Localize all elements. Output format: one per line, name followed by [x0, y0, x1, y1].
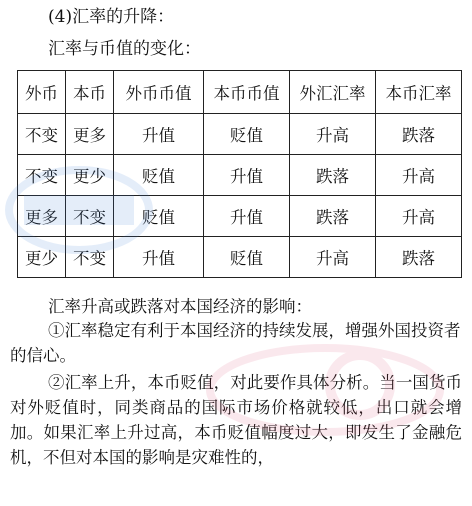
header-cell: 外币币值	[114, 71, 204, 114]
table-row	[18, 237, 462, 278]
table-cell: 贬值	[114, 196, 204, 237]
subsection-heading: 汇率与币值的变化：	[48, 39, 201, 59]
table-cell: 升高	[376, 196, 462, 237]
header-cell: 本币	[66, 71, 114, 114]
table-cell: 贬值	[114, 155, 204, 196]
table-cell: 跌落	[290, 196, 376, 237]
header-cell: 本币汇率	[376, 71, 462, 114]
table-cell: 升值	[114, 237, 204, 278]
table-header-row	[18, 71, 462, 114]
table-cell: 跌落	[376, 237, 462, 278]
table-cell: 更多	[66, 114, 114, 155]
table-cell: 不变	[18, 114, 66, 155]
table-cell: 不变	[66, 196, 114, 237]
table-row	[18, 155, 462, 196]
section-heading: (4)汇率的升降：	[48, 7, 175, 27]
table-cell: 不变	[18, 155, 66, 196]
paragraph-point-1: ①汇率稳定有利于本国经济的持续发展，增强外国投资者的信心。	[10, 321, 461, 365]
table-row	[18, 114, 462, 155]
header-cell: 本币币值	[204, 71, 290, 114]
table-cell: 升高	[290, 114, 376, 155]
table-cell: 升高	[290, 237, 376, 278]
table-row	[18, 196, 462, 237]
paragraph-impact-intro: 汇率升高或跌落对本国经济的影响：	[48, 297, 312, 316]
table-cell: 升值	[204, 155, 290, 196]
table-cell: 升值	[114, 114, 204, 155]
table-cell: 升值	[204, 196, 290, 237]
paragraph-point-2: ②汇率上升，本币贬值，对此要作具体分析。当一国货币对外贬值时，同类商品的国际市场价格就较低，出口就会增加。如果汇率上升过高，本币贬值幅度过大，即发生了金融危机，不但对本国的影响是灾难性的，	[10, 373, 462, 467]
table-cell: 更少	[18, 237, 66, 278]
header-cell: 外币	[18, 71, 66, 114]
header-cell: 外汇汇率	[290, 71, 376, 114]
table-cell: 升高	[376, 155, 462, 196]
table-cell: 更多	[18, 196, 66, 237]
table-cell: 跌落	[376, 114, 462, 155]
table-cell: 贬值	[204, 114, 290, 155]
table-cell: 更少	[66, 155, 114, 196]
table-cell: 不变	[66, 237, 114, 278]
table-cell: 贬值	[204, 237, 290, 278]
exchange-rate-table	[17, 70, 462, 278]
table-cell: 跌落	[290, 155, 376, 196]
